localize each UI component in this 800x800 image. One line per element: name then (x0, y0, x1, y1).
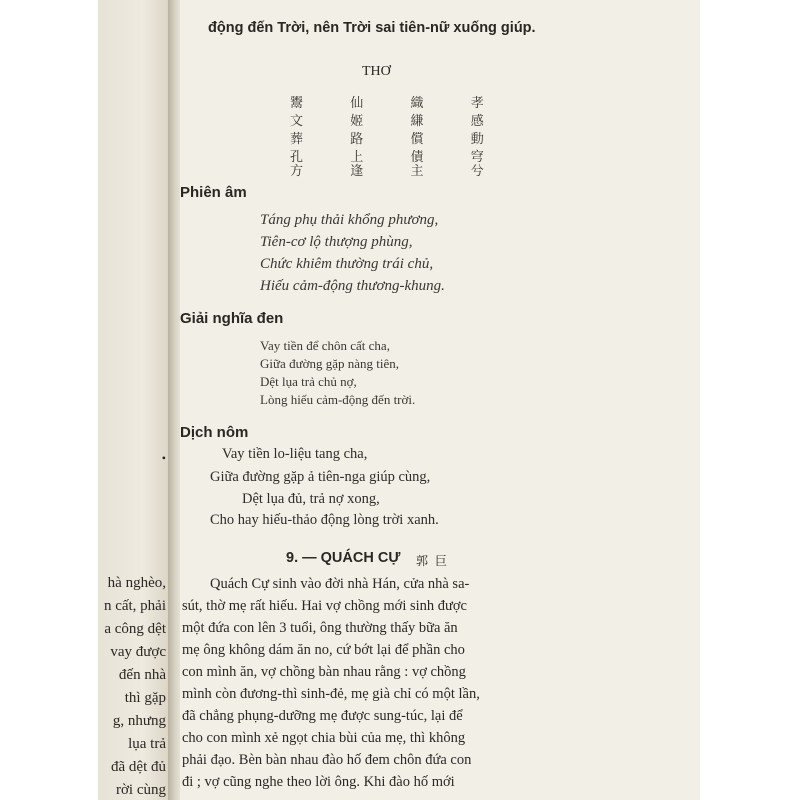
giai-nghia-line: Lòng hiếu cảm-động đến trời. (260, 392, 416, 407)
body-line: cho con mình xẻ ngọt chia bùi của mẹ, thì không (182, 730, 466, 746)
section-han-name: 郭 巨 (416, 554, 450, 568)
body-line: mình còn đương-thì sinh-đẻ, mẹ già chỉ có một lần, (182, 686, 480, 702)
left-page: • hà nghèo, n cất, phải a công dệt vay được đến nhà thì gặp g, nhưng lụa trả đã dệt đủ rời cùng (98, 0, 172, 800)
body-line: đã chẳng phụng-dưỡng mẹ được sung-túc, lại để (182, 708, 463, 724)
left-fragment: đến nhà (118, 667, 166, 683)
body-line: phải đạo. Bèn bàn nhau đào hố đem chôn đứa con (182, 752, 472, 768)
left-fragment: a công dệt (104, 621, 166, 637)
han-line: 孔 上 債 穹 (290, 149, 506, 164)
right-page (180, 0, 700, 800)
phien-am-line: Táng phụ thải khổng phương, (260, 212, 439, 228)
body-line: sút, thờ mẹ rất hiếu. Hai vợ chồng mới sinh được (182, 598, 467, 614)
body-line: đi ; vợ cũng nghe theo lời ông. Khi đào hố mới (182, 774, 455, 790)
left-fragment: g, nhưng (112, 713, 166, 729)
left-fragment: đã dệt đủ (111, 759, 166, 775)
dich-nom-line: Vay tiền lo-liệu tang cha, (222, 446, 368, 462)
dich-nom-line: Cho hay hiếu-thảo động lòng trời xanh. (210, 512, 439, 528)
body-line: một đứa con lên 3 tuổi, ông thường thấy bữa ăn (182, 620, 458, 636)
dich-nom-heading: Dịch nôm (180, 424, 249, 441)
body-line: con mình ăn, vợ chồng bàn nhau rằng : vợ chồng (182, 664, 466, 680)
han-line: 文 姬 縑 感 (290, 113, 506, 128)
giai-nghia-line: Dệt lụa trả chủ nợ, (260, 374, 357, 389)
left-fragment: hà nghèo, (107, 575, 166, 591)
left-fragment: vay được (110, 644, 166, 660)
top-line: động đến Trời, nên Trời sai tiên-nữ xuống giúp. (208, 20, 536, 36)
left-fragment: lụa trả (128, 736, 166, 752)
dich-nom-line: Giữa đường gặp ả tiên-nga giúp cùng, (210, 469, 431, 485)
phien-am-line: Tiên-cơ lộ thượng phùng, (260, 234, 413, 250)
phien-am-line: Hiếu cảm-động thương-khung. (260, 278, 445, 294)
body-line: mẹ ông không dám ăn no, cứ bớt lại để phần cho (182, 642, 465, 658)
phien-am-line: Chức khiêm thường trái chủ, (260, 256, 434, 272)
han-line: 鬻 仙 織 孝 (290, 95, 506, 110)
left-fragment: n cất, phải (103, 598, 166, 614)
body-line: Quách Cự sinh vào đời nhà Hán, cửa nhà sa- (210, 576, 470, 592)
phien-am-heading: Phiên âm (180, 184, 247, 201)
giai-nghia-heading: Giải nghĩa đen (180, 310, 284, 327)
section-title: 9. — QUÁCH CỰ (286, 550, 401, 566)
han-line: 葬 路 償 動 (290, 131, 506, 146)
left-fragment: thì gặp (124, 690, 166, 706)
left-fragment: rời cùng (115, 782, 166, 798)
dich-nom-line: Dệt lụa đủ, trả nợ xong, (242, 491, 380, 507)
han-line: 方 逢 主 兮 (290, 163, 506, 178)
giai-nghia-line: Giữa đường gặp nàng tiên, (260, 356, 400, 371)
poem-title: THƠ (362, 64, 391, 79)
giai-nghia-line: Vay tiền để chôn cất cha, (260, 338, 390, 353)
